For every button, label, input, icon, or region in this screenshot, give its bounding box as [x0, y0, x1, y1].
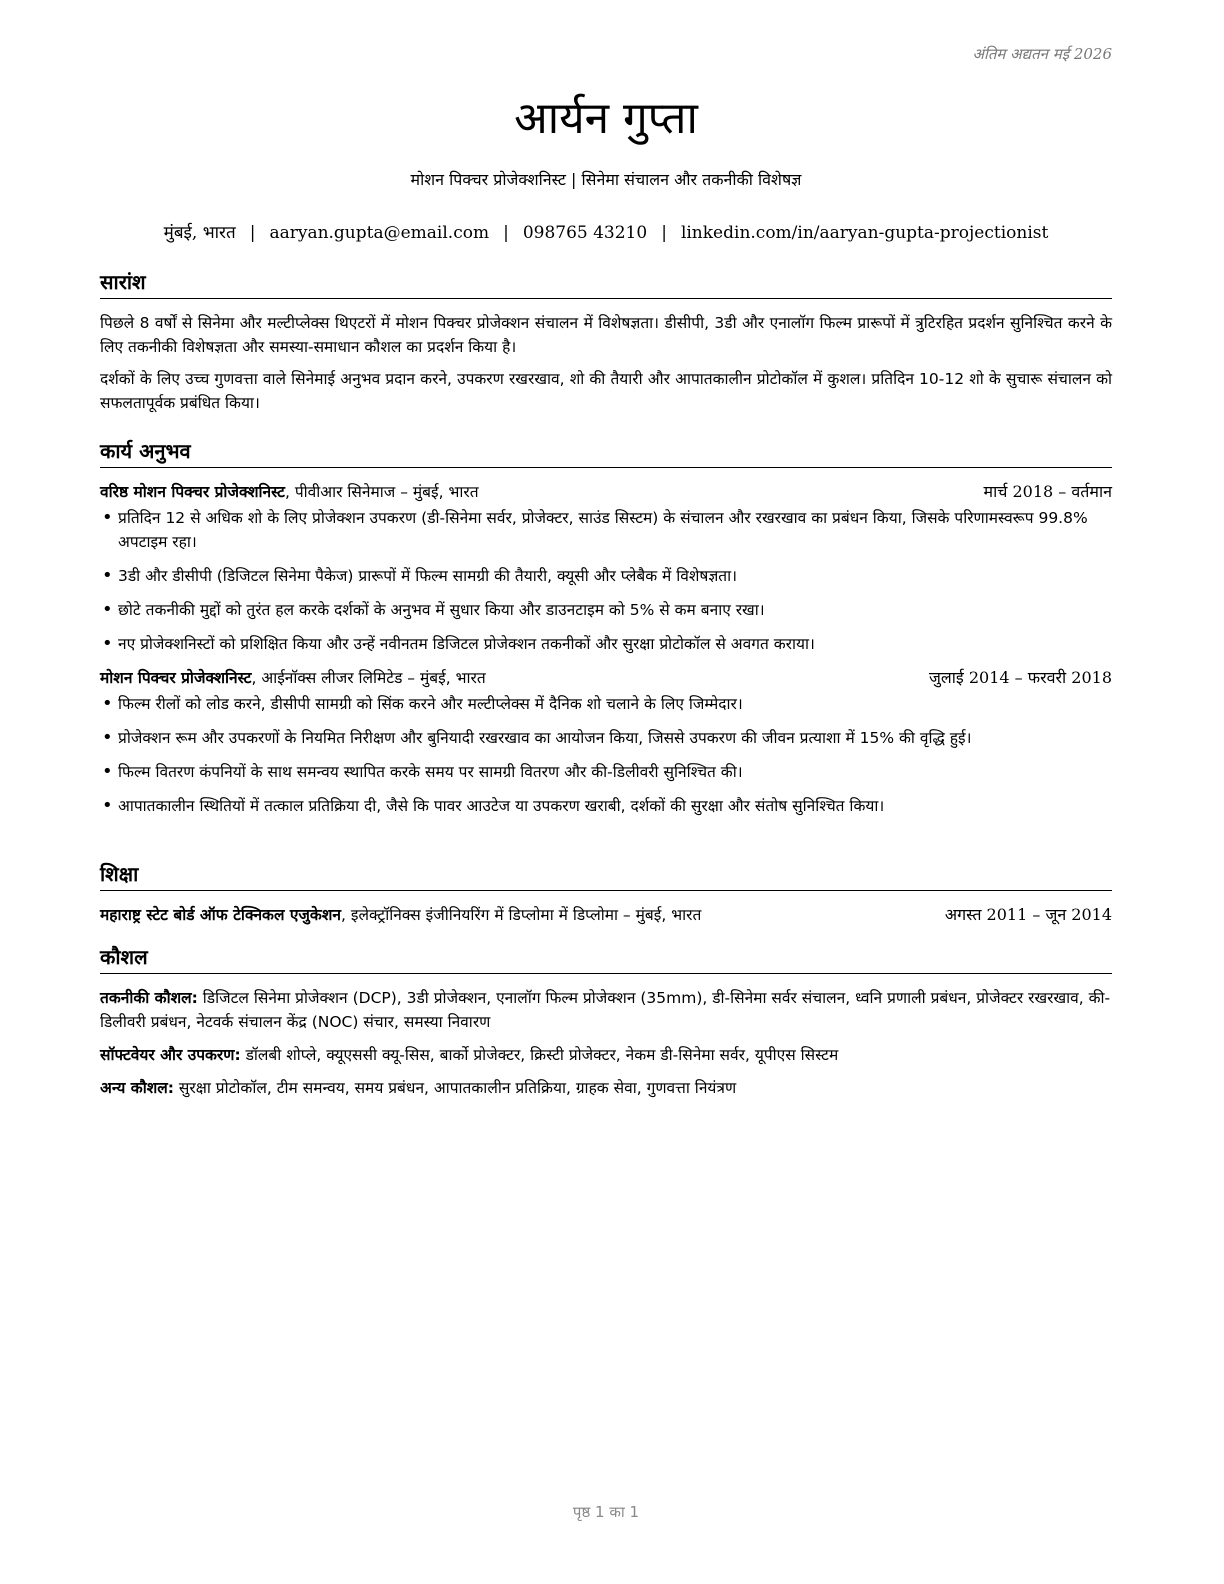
candidate-name: आर्यन गुप्ता [514, 93, 698, 144]
job-role: मोशन पिक्चर प्रोजेक्शनिस्ट [100, 669, 252, 687]
section-title: सारांश [100, 268, 1112, 299]
job-bullets [100, 506, 1112, 656]
skill-line [100, 1043, 1112, 1067]
summary-section [100, 268, 1112, 423]
job-entry [100, 480, 1112, 656]
education-entry [100, 903, 1112, 927]
job-header [100, 480, 1112, 504]
contact-line [100, 220, 1112, 243]
job-dates: जुलाई 2014 – फरवरी 2018 [929, 668, 1112, 687]
section-title: कार्य अनुभव [100, 437, 1112, 468]
job-entry [100, 666, 1112, 818]
job-org: , आईनॉक्स लीजर लिमिटेड – मुंबई, भारत [251, 669, 486, 687]
skill-label: अन्य कौशल: [100, 1079, 174, 1097]
skill-line [100, 986, 1112, 1034]
section-title: शिक्षा [100, 860, 1112, 891]
contact-separator: | [661, 223, 667, 243]
bullet-item: • आपातकालीन स्थितियों में तत्काल प्रतिक्रिया दी, जैसे कि पावर आउटेज या उपकरण खराबी, दर्शकों की सुरक्षा और संतोष सुनिश्चित किया। [100, 794, 1112, 818]
education-section [100, 860, 1112, 927]
contact-location: मुंबई, भारत [163, 223, 236, 243]
job-role: वरिष्ठ मोशन पिक्चर प्रोजेक्शनिस्ट [100, 483, 285, 501]
skill-text: सुरक्षा प्रोटोकॉल, टीम समन्वय, समय प्रबंधन, आपातकालीन प्रतिक्रिया, ग्राहक सेवा, गुणवत्ता नियंत्रण [173, 1079, 737, 1097]
skills-section [100, 943, 1112, 1109]
section-title: कौशल [100, 943, 1112, 974]
contact-email[interactable]: aaryan.gupta@email.com [269, 223, 490, 243]
bullet-item: • 3डी और डीसीपी (डिजिटल सिनेमा पैकेज) प्रारूपों में फिल्म सामग्री की तैयारी, क्यूसी और प्लेबैक में विशेषज्ञता। [100, 564, 1112, 588]
contact-separator: | [503, 223, 509, 243]
education-dates: अगस्त 2011 – जून 2014 [944, 905, 1112, 924]
summary-paragraph: दर्शकों के लिए उच्च गुणवत्ता वाले सिनेमाई अनुभव प्रदान करने, उपकरण रखरखाव, शो की तैयारी और आपातकालीन प्रोटोकॉल में कुशल। प्रतिदिन 10-12 शो के सुचारू संचालन को सफलतापूर्वक प्रबंधित किया। [100, 370, 1112, 412]
job-header [100, 666, 1112, 690]
tagline: मोशन पिक्चर प्रोजेक्शनिस्ट | सिनेमा संचालन और तकनीकी विशेषज्ञ [410, 170, 802, 189]
bullet-item: • छोटे तकनीकी मुद्दों को तुरंत हल करके दर्शकों के अनुभव में सुधार किया और डाउनटाइम को 5% से कम बनाए रखा। [100, 598, 1112, 622]
job-dates: मार्च 2018 – वर्तमान [983, 482, 1112, 501]
resume-page [100, 0, 1112, 1584]
education-detail: , इलेक्ट्रॉनिक्स इंजीनियरिंग में डिप्लोमा में डिप्लोमा – मुंबई, भारत [340, 906, 702, 924]
bullet-item: • प्रतिदिन 12 से अधिक शो के लिए प्रोजेक्शन उपकरण (डी-सिनेमा सर्वर, प्रोजेक्टर, साउंड सिस्टम) के संचालन और रखरखाव का प्रबंधन किया, जिसके परिणामस्वरूप 99.8% अपटाइम रहा। [100, 506, 1112, 554]
bullet-item: • नए प्रोजेक्शनिस्टों को प्रशिक्षित किया और उन्हें नवीनतम डिजिटल प्रोजेक्शन तकनीकों और सुरक्षा प्रोटोकॉल से अवगत कराया। [100, 632, 1112, 656]
summary-paragraph: पिछले 8 वर्षों से सिनेमा और मल्टीप्लेक्स थिएटरों में मोशन पिक्चर प्रोजेक्शन संचालन में विशेषज्ञता। डीसीपी, 3डी और एनालॉग फिल्म प्रारूपों में त्रुटिरहित प्रदर्शन सुनिश्चित करने के लिए तकनीकी विशेषज्ञता और समस्या-समाधान कौशल का प्रदर्शन किया है। [100, 314, 1112, 356]
page-number: पृष्ठ 1 का 1 [572, 1503, 640, 1521]
contact-separator: | [249, 223, 256, 243]
contact-linkedin[interactable]: linkedin.com/in/aaryan-gupta-projectionist [680, 223, 1049, 243]
bullet-item: • प्रोजेक्शन रूम और उपकरणों के नियमित निरीक्षण और बुनियादी रखरखाव का आयोजन किया, जिससे उपकरण की जीवन प्रत्याशा में 15% की वृद्धि हुई। [100, 726, 1112, 750]
bullet-item: • फिल्म रीलों को लोड करने, डीसीपी सामग्री को सिंक करने और मल्टीप्लेक्स में दैनिक शो चलाने के लिए जिम्मेदार। [100, 692, 1112, 716]
bullet-item: • फिल्म वितरण कंपनियों के साथ समन्वय स्थापित करके समय पर सामग्री वितरण और की-डिलीवरी सुनिश्चित की। [100, 760, 1112, 784]
contact-phone: 098765 43210 [522, 223, 648, 243]
job-org: , पीवीआर सिनेमाज – मुंबई, भारत [285, 483, 479, 501]
skill-label: सॉफ्टवेयर और उपकरण: [100, 1046, 241, 1064]
job-bullets [100, 692, 1112, 818]
education-institution: महाराष्ट्र स्टेट बोर्ड ऑफ टेक्निकल एजुकेशन [100, 906, 341, 924]
last-updated: अंतिम अद्यतन मई 2026 [972, 45, 1112, 63]
experience-section [100, 437, 1112, 828]
skill-line [100, 1076, 1112, 1100]
skill-label: तकनीकी कौशल: [100, 989, 198, 1007]
skill-text: डॉलबी शोप्ले, क्यूएससी क्यू-सिस, बार्को प्रोजेक्टर, क्रिस्टी प्रोजेक्टर, नेकम डी-सिनेमा सर्वर, यूपीएस सिस्टम [240, 1046, 839, 1064]
skill-text: डिजिटल सिनेमा प्रोजेक्शन (DCP), 3डी प्रोजेक्शन, एनालॉग फिल्म प्रोजेक्शन (35mm), डी-सिनेमा सर्वर संचालन, ध्वनि प्रणाली प्रबंधन, प्रोजेक्टर रखरखाव, की-डिलीवरी प्रबंधन, नेटवर्क संचालन केंद्र (NOC) संचार, समस्या निवारण [100, 989, 1111, 1031]
